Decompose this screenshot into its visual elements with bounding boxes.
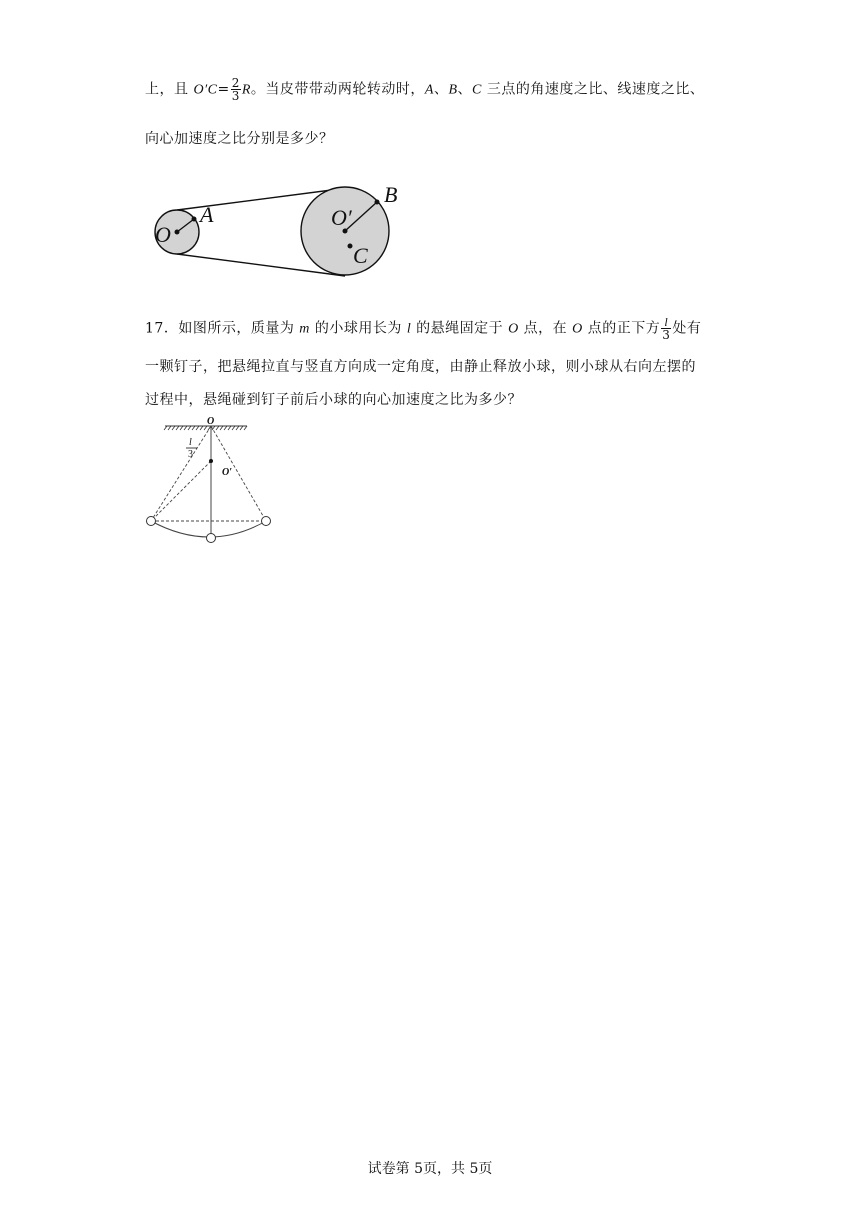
q16-fraction: $\frac{2}{3}$	[231, 76, 240, 103]
q16-r: R	[241, 82, 251, 98]
point-O	[175, 230, 180, 235]
label-O: O	[155, 222, 171, 247]
ball-bottom	[207, 534, 216, 543]
q17-fraction: $\frac{l}{3}$	[662, 315, 671, 342]
pulley-figure	[140, 178, 420, 283]
label-B: B	[384, 182, 398, 207]
q17-line3: 过程中，悬绳碰到钉子前后小球的向心加速度之比为多少？	[145, 392, 522, 408]
q16-line1: 上，且 O′C= $\frac{2}{3}$ R。当皮带带动两轮转动时，A、B、C 三点的角速度之比、线速度之比、	[145, 76, 705, 103]
point-C	[348, 244, 353, 249]
label-3: 3	[188, 449, 193, 460]
point-B	[375, 200, 380, 205]
label-A: A	[200, 202, 214, 227]
ball-left	[147, 517, 156, 526]
pendulum-figure	[140, 413, 280, 548]
label-Op: O′	[331, 205, 352, 230]
page-footer: 试卷第 5页，共 5页	[367, 1161, 493, 1177]
nail-point	[209, 459, 213, 463]
left-string-dashed	[151, 426, 211, 521]
q17-number: 17．	[145, 320, 179, 337]
right-string-dashed	[211, 426, 266, 521]
label-l: l	[189, 437, 192, 448]
q16-text: 上，且	[145, 81, 194, 98]
nail-to-left-dashed	[151, 461, 211, 521]
label-O-top: O	[207, 416, 215, 427]
q17-line2: 一颗钉子，把悬绳拉直与竖直方向成一定角度，由静止释放小球，则小球从右向左摆的	[145, 359, 696, 375]
q17-line1: 17．如图所示，质量为 m 的小球用长为 l 的悬绳固定于 O 点，在 O 点的正下方 $\frac{l}{3}$ 处有	[145, 315, 702, 342]
ball-right	[262, 517, 271, 526]
q16-line2: 向心加速度之比分别是多少？	[145, 131, 334, 147]
label-C: C	[353, 243, 368, 268]
label-Op-nail: O′	[222, 467, 233, 478]
q16-oc: O′C	[193, 82, 218, 98]
point-A	[192, 217, 197, 222]
q16-eq: =	[217, 81, 230, 98]
ceiling-hatch	[164, 426, 247, 430]
